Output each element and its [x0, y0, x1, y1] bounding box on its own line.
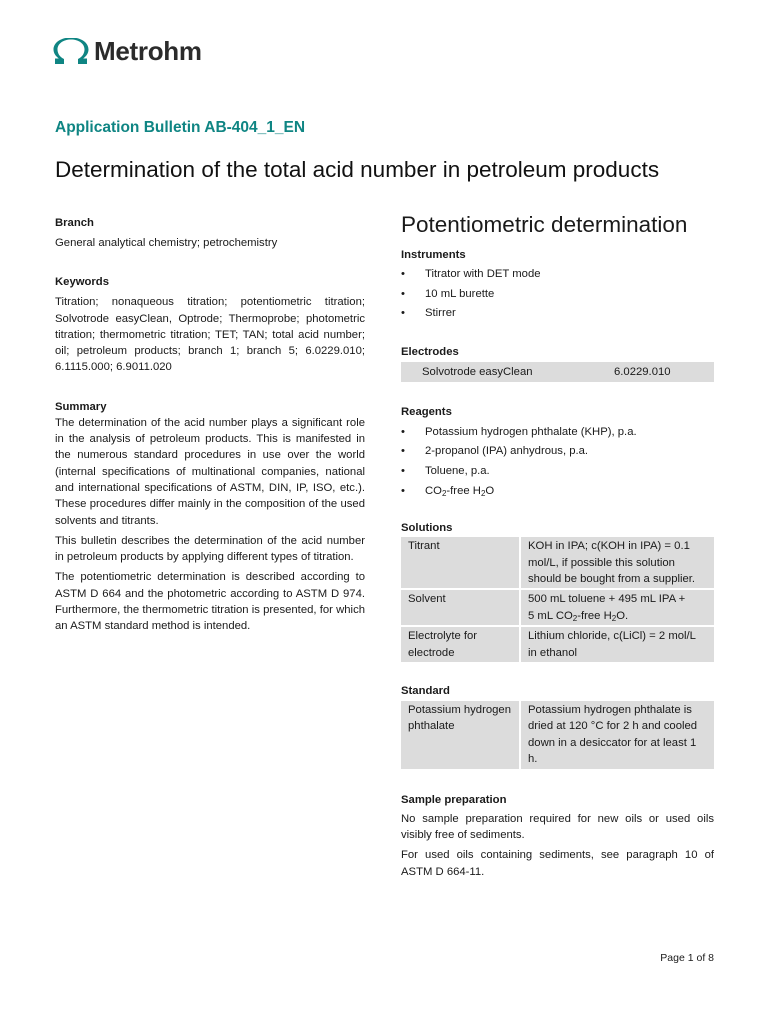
electrodes-heading: Electrodes [401, 345, 459, 358]
standard-table [401, 701, 714, 769]
list-item: • Potassium hydrogen phthalate (KHP), p.a. [401, 423, 714, 443]
keywords-text: Titration; nonaqueous titration; potentiometric titration; Solvotrode easyClean, Optrode; Thermoprobe; photometric titration; thermometric titration; TET; TAN; total acid number; oil; petroleum products; branch 1; branch 5; 6.0229.010; 6.1115.000; 6.9011.020 [55, 296, 365, 374]
sample-prep-heading: Sample preparation [401, 793, 507, 806]
branch-text: General analytical chemistry; petrochemistry [55, 237, 278, 249]
table-cell: Solvent [401, 589, 520, 626]
solutions-table [401, 537, 714, 662]
reagents-list [401, 423, 714, 501]
left-column [55, 215, 365, 635]
table-row [401, 701, 714, 769]
summary-paragraph-3: The potentiometric determination is described according to ASTM D 664 and the photometric according to ASTM D 974. Furthermore, the thermometric titration is presented, for which an ASTM standard method is intended. [55, 571, 365, 633]
metrohm-logo [53, 36, 202, 67]
brand-name: Metrohm [94, 36, 202, 66]
table-row [401, 589, 714, 626]
table-cell: Lithium chloride, c(LiCl) = 2 mol/L in ethanol [520, 626, 714, 662]
instruments-list [401, 265, 714, 324]
table-row [401, 537, 714, 589]
list-item: • 2-propanol (IPA) anhydrous, p.a. [401, 442, 714, 462]
solutions-heading: Solutions [401, 522, 453, 535]
table-cell: Titrant [401, 537, 520, 589]
table-cell: Electrolyte for electrode [401, 626, 520, 662]
list-item: • Titrator with DET mode [401, 265, 714, 285]
bulletin-id: Application Bulletin AB-404_1_EN [55, 119, 306, 136]
summary-paragraph-2: This bulletin describes the determination of the acid number in petroleum products by applying different types of titration. [55, 534, 365, 564]
summary-heading: Summary [55, 400, 107, 413]
right-column [401, 210, 714, 880]
page-number: Page 1 of 8 [660, 952, 714, 964]
metrohm-omega-icon [53, 38, 89, 66]
branch-heading: Branch [55, 217, 94, 229]
summary-paragraph-1: The determination of the acid number plays a significant role in the analysis of petroleum products. This is manifested in the numerous standard procedures in use over the world (internal specifications of multinational companies, national and international specifications of ASTM, DIN, IP, ISO, etc.). These procedures differ mainly in the composition of the used solvents and titrants. [55, 416, 365, 527]
keywords-heading: Keywords [55, 276, 109, 289]
list-item-co2-free-water: • $CO_2$-free $H_2O$ [401, 482, 714, 502]
list-item: • Stirrer [401, 304, 714, 324]
list-item: • Toluene, p.a. [401, 462, 714, 482]
table-cell: KOH in IPA; c(KOH in IPA) = 0.1 mol/L, if possible this solution should be bought from a supplier. [520, 537, 714, 589]
table-cell-solvent: 500 mL toluene + 495 mL IPA + 5 mL $CO_2$-free $H_2O$. [520, 589, 714, 626]
sample-prep-paragraph-1: No sample preparation required for new oils or used oils visibly free of sediments. [401, 812, 714, 841]
list-item: • 10 mL burette [401, 285, 714, 305]
page-title: Determination of the total acid number in petroleum products [55, 157, 660, 182]
table-row [401, 626, 714, 662]
table-cell: Potassium hydrogen phthalate is dried at 120 °C for 2 h and cooled down in a desiccator for at least 1 h. [520, 701, 714, 769]
electrode-number: 6.0229.010 [614, 365, 671, 378]
section-heading: Potentiometric determination [401, 212, 688, 237]
electrode-row [401, 362, 714, 382]
table-cell: Potassium hydrogen phthalate [401, 701, 520, 769]
instruments-heading: Instruments [401, 249, 466, 261]
reagents-heading: Reagents [401, 405, 452, 418]
electrode-name: Solvotrode easyClean [422, 365, 533, 378]
standard-heading: Standard [401, 685, 450, 697]
sample-prep-paragraph-2: For used oils containing sediments, see paragraph 10 of ASTM D 664-11. [401, 849, 714, 878]
